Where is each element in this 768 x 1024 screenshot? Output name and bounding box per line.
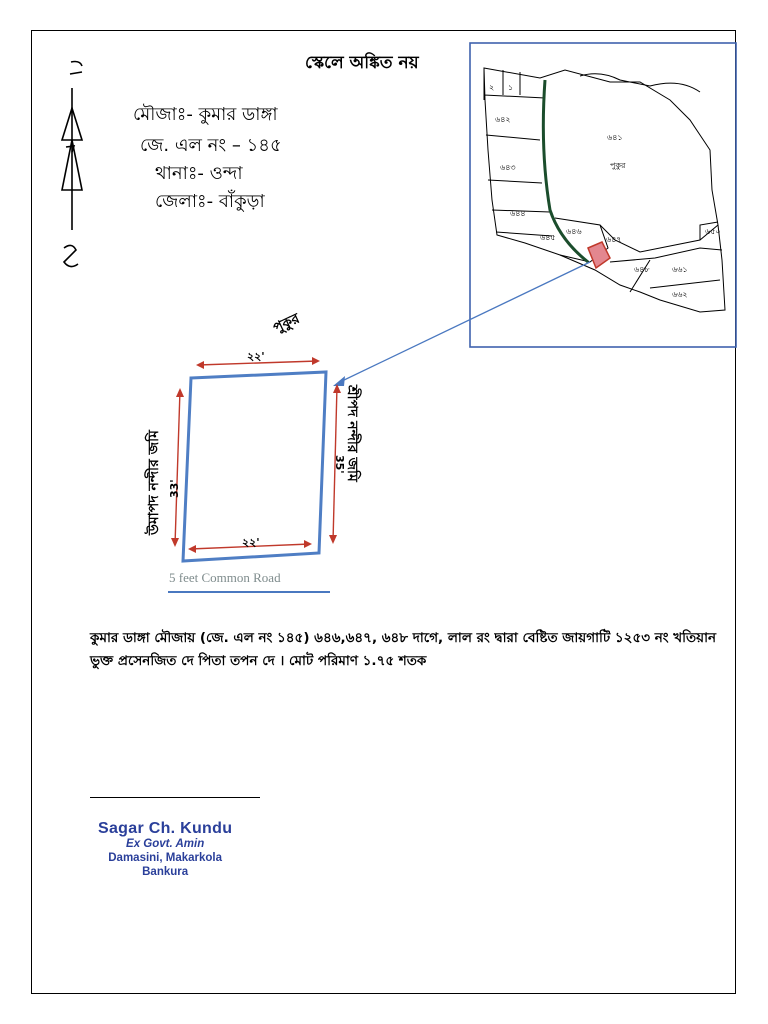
jl-number-label: জে. এল নং – ১৪৫ — [140, 135, 282, 156]
signature-line — [90, 797, 260, 798]
left-dimension-label: 33' — [168, 479, 181, 498]
plot-label: ৬৬২ — [672, 290, 688, 299]
mouza-label: মৌজাঃ- কুমার ডাঙ্গা — [133, 104, 278, 125]
stamp-name: Sagar Ch. Kundu — [98, 820, 233, 837]
bottom-dimension-label: ২২' — [242, 536, 260, 549]
stamp-address-line-1: Damasini, Makarkola — [108, 852, 223, 864]
plot-label: ৬৪৮ — [634, 265, 650, 274]
thana-label: থানাঃ- ওন্দা — [155, 163, 243, 184]
north-arrow-icon — [62, 62, 82, 267]
top-dimension-label: ২২' — [247, 350, 265, 363]
plot-label: পুকুর — [610, 161, 626, 170]
plot-label: ২ — [489, 83, 495, 92]
right-neighbor-label: শ্রীপদ নন্দীর জমি — [344, 385, 360, 482]
pond-side-label: পুকুর — [270, 310, 303, 337]
plot-label: ৬৪৫ — [540, 233, 556, 242]
amin-stamp — [98, 820, 232, 879]
scale-note: স্কেলে অঙ্কিত নয় — [305, 53, 419, 73]
road-label: 5 feet Common Road — [169, 570, 281, 585]
stamp-address-line-2: Bankura — [142, 866, 189, 878]
district-label: জেলাঃ- বাঁকুড়া — [155, 191, 265, 212]
plot-sketch — [168, 357, 341, 592]
plot-label: ৬৫০ — [705, 227, 721, 236]
right-dimension-label: 35' — [333, 455, 346, 474]
plot-label: ৬৪৭ — [606, 235, 622, 244]
plot-label: ৬৪১ — [607, 133, 623, 142]
left-neighbor-label: উমাপদ নন্দীর জমি — [146, 430, 162, 535]
plot-label: ১ — [508, 83, 514, 92]
plot-label: ৬৪২ — [495, 115, 511, 124]
plot-label: ৬৪৩ — [500, 163, 516, 172]
plot-label: ৬৪৪ — [510, 209, 526, 218]
plot-label: ৬৪৬ — [566, 227, 582, 236]
plot-label: ৬৬১ — [672, 265, 688, 274]
plot-description: কুমার ডাঙ্গা মৌজায় (জে. এল নং ১৪৫) ৬৪৬,৬৪৭, ৬৪৮ দাগে, লাল রং দ্বারা বেষ্টিত জায়গাটি ১২৫৩ নং খতিয়ান ভুক্ত প্রসেনজিত দে পিতা তপন দে । মোট পরিমাণ ১.৭৫ শতক — [90, 630, 717, 669]
leader-arrow — [333, 262, 590, 386]
stamp-title: Ex Govt. Amin — [126, 838, 205, 850]
